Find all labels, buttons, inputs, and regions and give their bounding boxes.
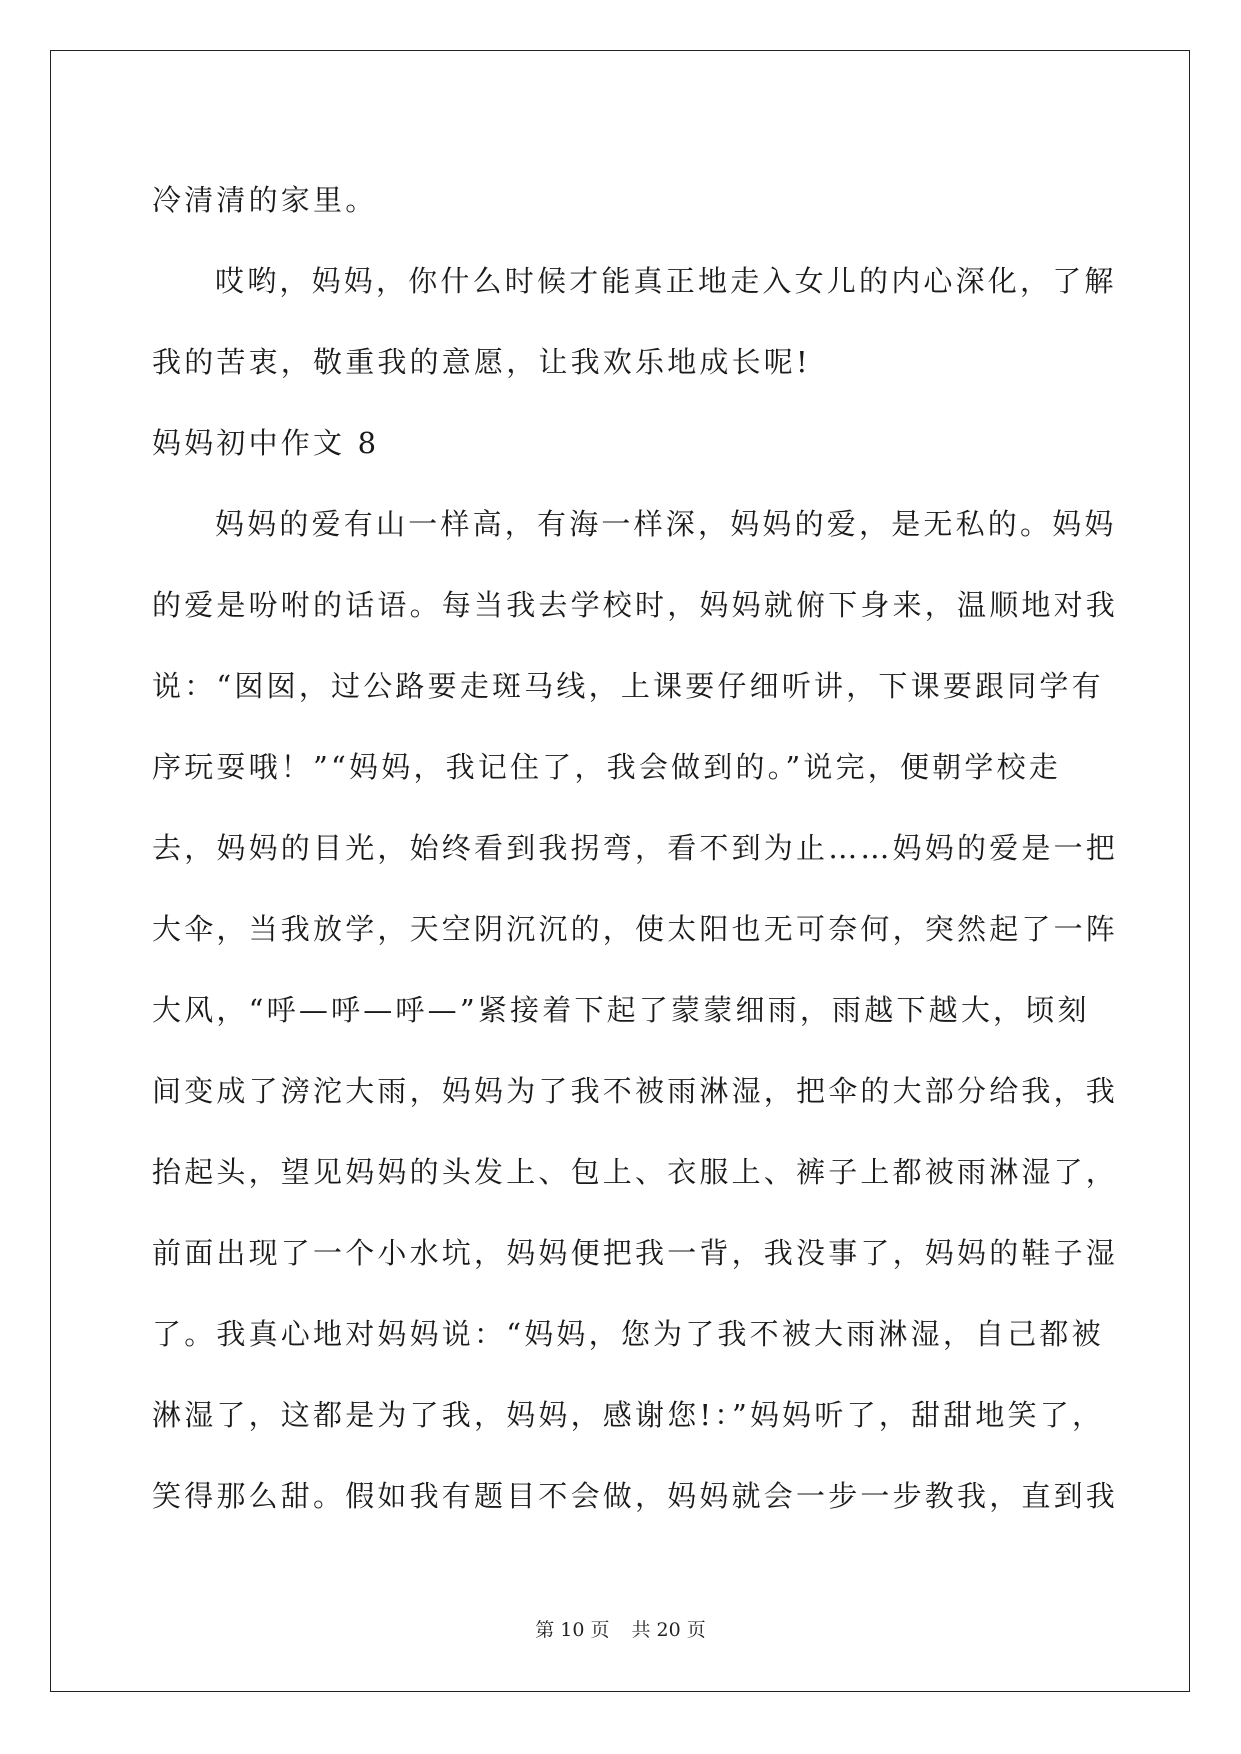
text-line: 前面出现了一个小水坑，妈妈便把我一背，我没事了，妈妈的鞋子湿 xyxy=(152,1236,1119,1270)
text-line: 哎哟，妈妈，你什么时候才能真正地走入女儿的内心深化，了解 xyxy=(215,264,1117,298)
text-line: 间变成了滂沱大雨，妈妈为了我不被雨淋湿，把伞的大部分给我，我 xyxy=(152,1074,1119,1108)
text-line: 冷清清的家里。 xyxy=(152,183,378,217)
text-line: 序玩耍哦！”“妈妈，我记住了，我会做到的。”说完，便朝学校走 xyxy=(152,750,1061,784)
document-body xyxy=(152,160,1119,1537)
page-footer xyxy=(0,1615,1241,1642)
page-number: 第 10 页 xyxy=(535,1619,610,1641)
text-line: 大伞，当我放学，天空阴沉沉的，使太阳也无可奈何，突然起了一阵 xyxy=(152,912,1119,946)
text-line: 的爱是吩咐的话语。每当我去学校时，妈妈就俯下身来，温顺地对我 xyxy=(152,588,1119,622)
text-line: 笑得那么甜。假如我有题目不会做，妈妈就会一步一步教我，直到我 xyxy=(152,1479,1119,1513)
text-line: 大风，“呼—呼—呼—”紧接着下起了蒙蒙细雨，雨越下越大，顷刻 xyxy=(152,993,1090,1027)
text-line: 淋湿了，这都是为了我，妈妈，感谢您!：”妈妈听了，甜甜地笑了， xyxy=(152,1398,1105,1432)
section-heading: 妈妈初中作文 8 xyxy=(152,426,380,460)
text-line: 我的苦衷，敬重我的意愿，让我欢乐地成长呢! xyxy=(152,345,811,379)
text-line: 抬起头，望见妈妈的头发上、包上、衣服上、裤子上都被雨淋湿了， xyxy=(152,1155,1119,1189)
text-line: 了。我真心地对妈妈说：“妈妈，您为了我不被大雨淋湿，自己都被 xyxy=(152,1317,1104,1351)
text-line: 说：“囡囡，过公路要走斑马线，上课要仔细听讲，下课要跟同学有 xyxy=(152,669,1104,703)
text-line: 去，妈妈的目光，始终看到我拐弯，看不到为止……妈妈的爱是一把 xyxy=(152,831,1119,865)
page-total: 共 20 页 xyxy=(631,1619,706,1641)
text-line: 妈妈的爱有山一样高，有海一样深，妈妈的爱，是无私的。妈妈 xyxy=(215,507,1117,541)
